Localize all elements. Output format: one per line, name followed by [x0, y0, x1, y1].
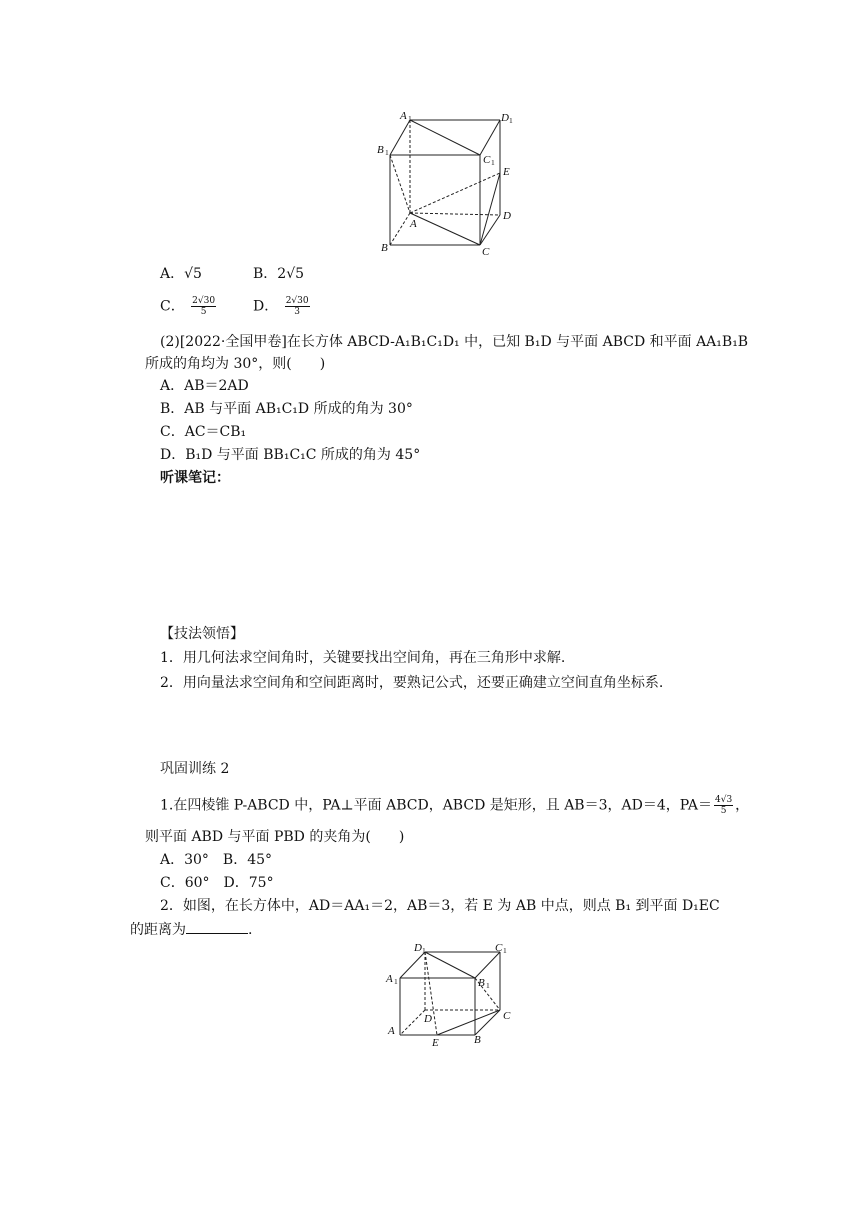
q1-option-d: D． $\frac{2√30}{3}$ — [253, 296, 309, 317]
technique-item-1: 1．用几何法求空间角时，关键要找出空间角，再在三角形中求解. — [160, 650, 566, 666]
q1-option-c: C． $\frac{2√30}{5}$ — [160, 296, 216, 317]
cuboid-figure-2 — [380, 940, 525, 1050]
label-A: A — [410, 218, 417, 230]
q2-option-a: A．AB＝2AD — [160, 378, 249, 394]
label-D1: D — [414, 942, 422, 954]
label-A1: A — [400, 110, 407, 122]
label-C: C — [503, 1010, 511, 1022]
answer-blank[interactable] — [186, 919, 248, 934]
label-D1: D — [501, 112, 509, 124]
training-p1-line2: 则平面 ABD 与平面 PBD 的夹角为( ) — [145, 829, 405, 845]
label-D: D — [503, 210, 511, 222]
fraction: $\frac{2√30}{5}$ — [192, 296, 216, 317]
svg-text:1: 1 — [491, 158, 495, 167]
training-p1-line1: 1.在四棱锥 P-ABCD 中，PA⊥平面 ABCD，ABCD 是矩形，且 AB＝3，AD＝4，PA＝ $\frac{4√3}{5}$ ， — [160, 795, 750, 816]
technique-title: 【技法领悟】 — [160, 626, 244, 642]
label-C1: C — [495, 942, 503, 954]
label-E: E — [503, 166, 510, 178]
q1-option-b: B．2√5 — [253, 266, 305, 282]
label-C: C — [482, 246, 490, 258]
label-A: A — [388, 1025, 395, 1037]
svg-text:1: 1 — [422, 946, 426, 955]
label-E: E — [432, 1037, 439, 1049]
training-title: 巩固训练 2 — [160, 761, 230, 777]
label-B1: B — [377, 144, 384, 156]
q2-option-c: C．AC＝CB₁ — [160, 424, 247, 440]
fraction: $\frac{2√30}{3}$ — [285, 296, 309, 317]
q2-stem-line1: (2)[2022·全国甲卷]在长方体 ABCD-A₁B₁C₁D₁ 中，已知 B₁D 与平面 ABCD 和平面 AA₁B₁B — [160, 334, 749, 350]
label-A1: A — [386, 973, 393, 985]
fraction: $\frac{4√3}{5}$ — [714, 795, 733, 816]
label-B: B — [474, 1034, 481, 1046]
q2-option-d: D．B₁D 与平面 BB₁C₁C 所成的角为 45° — [160, 447, 421, 463]
training-p1-options-ab: A．30° B．45° — [160, 852, 273, 868]
label-D: D — [424, 1013, 432, 1025]
training-p2-line1: 2．如图，在长方体中，AD＝AA₁＝2，AB＝3，若 E 为 AB 中点，则点 B₁ 到平面 D₁EC — [160, 898, 720, 914]
svg-text:1: 1 — [503, 946, 507, 955]
q2-option-b: B．AB 与平面 AB₁C₁D 所成的角为 30° — [160, 401, 413, 417]
q2-stem-line2: 所成的角均为 30°，则( ) — [145, 356, 326, 372]
training-p1-options-cd: C．60° D．75° — [160, 875, 274, 891]
svg-text:1: 1 — [509, 116, 513, 125]
training-p2-line2: 的距离为 . — [130, 919, 252, 940]
notes-label: 听课笔记： — [160, 470, 230, 486]
label-C1: C — [483, 154, 491, 166]
q1-option-a: A．√5 — [160, 266, 202, 282]
label-B1: B — [478, 977, 485, 989]
svg-text:1: 1 — [394, 977, 398, 986]
cuboid-figure-1 — [370, 105, 520, 260]
svg-text:1: 1 — [408, 114, 412, 123]
technique-item-2: 2．用向量法求空间角和空间距离时，要熟记公式，还要正确建立空间直角坐标系. — [160, 675, 664, 691]
svg-text:1: 1 — [385, 148, 389, 157]
svg-text:1: 1 — [486, 981, 490, 990]
label-B: B — [381, 242, 388, 254]
